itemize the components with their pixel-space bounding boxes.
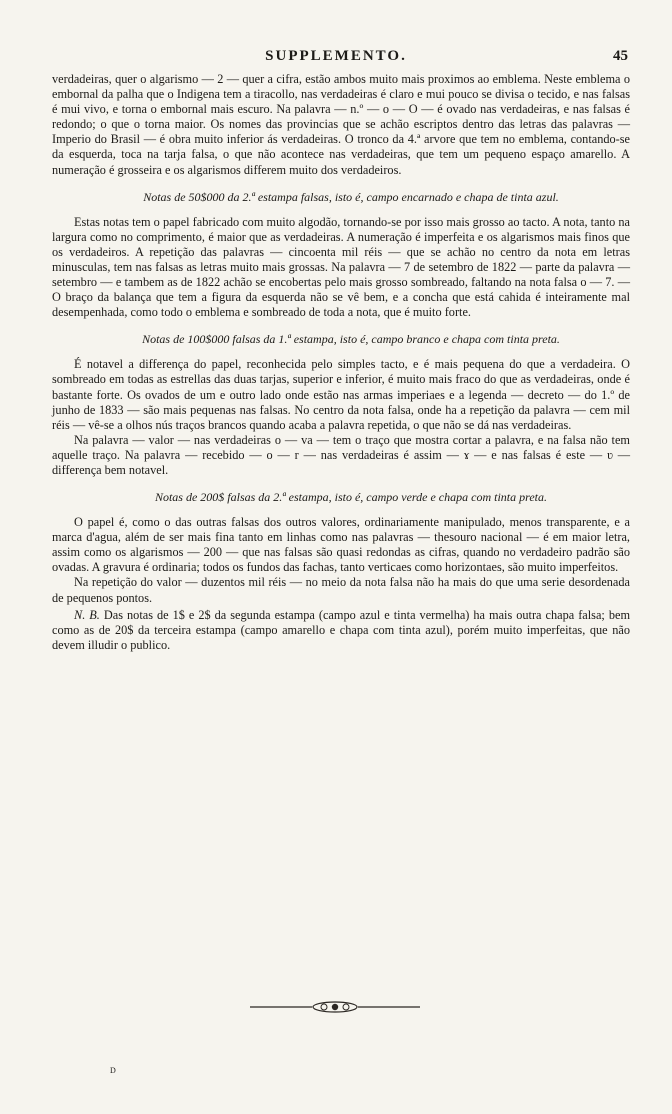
body-text xyxy=(52,72,630,653)
section-heading-100: Notas de 100$000 falsas da 1.ª estampa, isto é, campo branco e chapa com tinta preta. xyxy=(142,332,560,347)
paragraph-200-paper: O papel é, como o das outras falsas dos outros valores, ordinariamente manipulado, menos transparente, e a marca d'agua, além de ser mais fina tanto em linhas como nas palavras — thesouro nacional — é em maior letra, assim como os algarismos — 200 — que nas falsas são quasi redondas as cifras, quando no verdadeiro padrão são ovadas. A gravura é ordinaria; todos os fundos das fachas, tanto verticaes como horizontaes, são muito imperfeitos. xyxy=(52,515,630,575)
paragraph-200-repetition: Na repetição do valor — duzentos mil réis — no meio da nota falsa não ha mais do que uma serie desordenada de pequenos pontos. xyxy=(52,575,630,605)
page-number: 45 xyxy=(613,48,628,64)
nota-bene-text: Das notas de 1$ e 2$ da segunda estampa (campo azul e tinta vermelha) ha mais outra chapa falsa; bem como as de 20$ da terceira estampa (campo amarello e chapa com tinta azul), porém muito imperfeitas, que não devem illudir o publico. xyxy=(52,607,631,652)
decorative-ornament-rule xyxy=(250,1000,420,1014)
section-heading-200: Notas de 200$ falsas da 2.ª estampa, isto é, campo verde e chapa com tinta preta. xyxy=(154,490,548,505)
paragraph-50-description: Estas notas tem o papel fabricado com muito algodão, tornando-se por isso mais grosso ao tacto. A nota, tanto na largura como no comprimento, é maior que as verdadeiras. A numeração é imperfeita e os algarismos mais finos que os verdadeiros. A repetição das palavras — cincoenta mil réis — que se achão no centro da nota em letras minusculas, tem nas falsas as letras muito mais grossas. Na palavra — 7 de setembro de 1822 — parte da palavra — setembro — e tambem as de 1822 achão se encobertas pelo mais grosso sombreado, faltando na nota falsa o — 7. — O braço da balança que tem a figura da esquerda não se vê bem, e a concha que está cahida é inteiramente mal desempenhada, como todo o emblema e sombreado de toda a nota, que é muito forte. xyxy=(52,214,630,320)
page-header xyxy=(0,48,672,70)
stray-print-mark: D xyxy=(110,1066,116,1075)
nota-bene-paragraph xyxy=(52,608,630,653)
running-title: SUPPLEMENTO. xyxy=(265,48,407,64)
paragraph-100-paper: É notavel a differença do papel, reconhecida pelo simples tacto, e é mais pequena do que a verdadeira. O sombreado em todas as estrellas das duas tarjas, superior e inferior, é muito mais fraco do que as verdadeiras, onde é bastante forte. Os ovados de um e outro lado onde estão nas armas imperiaes e a legenda — decreto — do 1.º de junho de 1833 — são mais pequenas nas falsas. No centro da nota falsa, onde ha a repetição da palavra — cem mil réis — vê-se a olhos nús traços brancos quando acaba a palavra repetida, o que não se dá nas verdadeiras. xyxy=(52,357,630,432)
paragraph-100-valor: Na palavra — valor — nas verdadeiras o — va — tem o traço que mostra cortar a palavra, e na falsa não tem aquelle traço. Na palavra — recebido — o — r — nas verdadeiras é assim — ɤ — e nas falsas é este — ʋ — differença bem notavel. xyxy=(52,432,630,477)
section-heading-50: Notas de 50$000 da 2.ª estampa falsas, isto é, campo encarnado e chapa de tinta azul. xyxy=(143,189,559,204)
nota-bene-label: N. B. xyxy=(74,607,100,622)
paragraph-continuation: verdadeiras, quer o algarismo — 2 — quer a cifra, estão ambos muito mais proximos ao emblema. Neste emblema o embornal da palha que o Indigena tem a tiracollo, nas verdadeiras é claro e mui pouco se divisa o tecido, e nas falsas é mui vivo, e torna o embornal mais escuro. Na palavra — n.º — o — O — é ovado nas verdadeiras, e nas falsas é redondo; o que o torna maior. Os nomes das provincias que se achão escriptos dentro das letras das palavras — Imperio do Brasil — é obra muito inferior ás verdadeiras. O tronco da 4.ª arvore que tem no emblema, contando-se da esquerda, toca na tarja falsa, o que não acontece nas verdadeiras, que tem um pequeno espaço amarello. A numeração é grosseira e os algarismos differem muito dos verdadeiros. xyxy=(52,72,630,177)
